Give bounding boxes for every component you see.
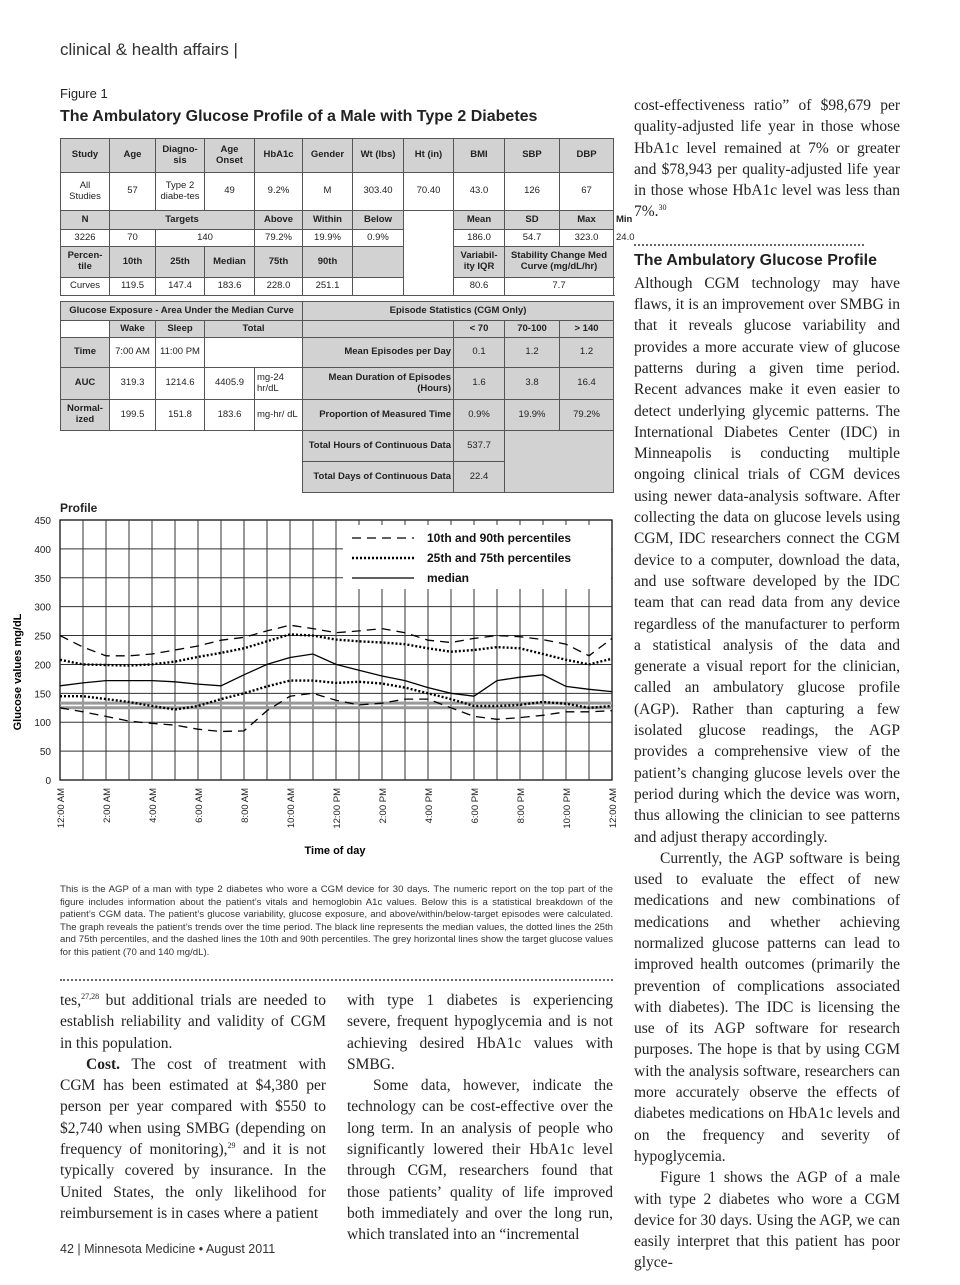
x-tick-label: 4:00 PM	[424, 788, 435, 824]
th-sbp: SBP	[505, 139, 560, 173]
patient-stats-table	[60, 138, 635, 296]
exposure-title: Glucose Exposure - Area Under the Median Curve	[61, 302, 303, 321]
td-per-day-label: Mean Episodes per Day	[303, 338, 454, 368]
th-gt140: > 140	[560, 321, 614, 338]
td-curves-label: Curves	[61, 278, 110, 296]
td-gender: M	[303, 173, 353, 211]
td-max: 323.0	[560, 230, 614, 247]
td-proportion-lt70: 0.9%	[454, 400, 505, 431]
td-sbp: 126	[505, 173, 560, 211]
td-auc-total: 4405.9	[205, 368, 255, 400]
exposure-header-row	[61, 321, 614, 338]
th-n: N	[61, 211, 110, 230]
td-within: 19.9%	[303, 230, 353, 247]
mid-paragraph-1: with type 1 diabetes is experiencing severe, frequent hypoglycemia and is not achieving desired HbA1c values with SMBG.	[347, 992, 613, 1073]
td-norm-sleep: 151.8	[156, 400, 205, 431]
th-total: Total	[205, 321, 303, 338]
th-variability: Variabil-ity IQR	[454, 247, 505, 278]
x-tick-label: 8:00 PM	[516, 788, 527, 824]
td-curves-p25: 147.4	[156, 278, 205, 296]
td-above: 79.2%	[255, 230, 303, 247]
td-auc-unit: mg-24 hr/dL	[255, 368, 303, 400]
right-paragraph-3: Currently, the AGP software is being used to evaluate the effect of new medications and new combinations of medications and whether achieving normalized glucose patterns can lead to improved health outcomes (primarily the prevention of complications associated with diabetes). The IDC is licensing the use of its AGP software for research purposes. The hope is that by using CGM with the analysis software, researchers can more accurately observe the effects of diabetes medications on HbA1c levels and on the frequency and severity of hypoglycemia.	[634, 849, 900, 1165]
td-age: 57	[110, 173, 156, 211]
y-tick-label: 350	[34, 573, 51, 585]
th-p25: 25th	[156, 247, 205, 278]
td-height: 70.40	[404, 173, 454, 211]
right-p1-text: cost-effectiveness ratio” of $98,679 per quality-adjusted life year in those whose HbA1c level remained at 7% or greater and $78,943 per quality-adjusted life year in those whose HbA1c level was less than 7%.	[634, 97, 900, 221]
th-mean: Mean	[454, 211, 505, 230]
x-tick-label: 12:00 AM	[56, 788, 67, 829]
section-header: clinical & health affairs |	[60, 40, 238, 59]
patient-header-row	[61, 139, 614, 173]
td-dbp: 67	[560, 173, 614, 211]
td-target-low: 70	[110, 230, 156, 247]
td-curves-iqr: 80.6	[454, 278, 505, 296]
caption-divider	[60, 979, 613, 981]
figure-title: The Ambulatory Glucose Profile of a Male with Type 2 Diabetes	[60, 108, 538, 125]
td-hours-blank	[505, 431, 614, 493]
right-paragraph-2: Although CGM technology may have flaws, it is an improvement over SMBG in that it reveals glucose variability and provides a more accurate view of glucose patterns during a given time period. Recent advances make it even easier to detect underlying glycemic patterns. The International Diabetes Center (IDC) in Minneapolis is conducting multiple ongoing clinical trials of CGM devices using newer data-analysis software. After collecting the data on glucose levels using CGM, IDC researchers connect the CGM device to a computer, download the data, and use software developed by the IDC team that can read data from any device regardless of the manufacturer to perform a statistical analysis of the data and generate a visual report for the clinician, called an ambulatory glucose profile (AGP). Rather than capturing a few isolated glucose readings, the AGP provides a comprehensive view of the patient’s changing glucose levels over the period during which the device was worn, thus allowing the clinician to see patterns and adjust therapy accordingly.	[634, 274, 900, 846]
th-median: Median	[205, 247, 255, 278]
th-sleep: Sleep	[156, 321, 205, 338]
exposure-corner	[61, 321, 110, 338]
y-tick-label: 100	[34, 718, 51, 730]
td-sd: 54.7	[505, 230, 560, 247]
legend-label: median	[427, 571, 470, 585]
blank-cell	[404, 211, 454, 296]
mid-paragraph-2: Some data, however, indicate the technology can be cost-effective over the long term. In an analysis of people who significantly lowered their HbA1c level through CGM, researchers found that those patients’ quality of life improved both immediately and over the long run, which translated into an “incremental	[347, 1077, 613, 1244]
td-age-onset: 49	[205, 173, 255, 211]
agp-section-heading: The Ambulatory Glucose Profile	[634, 251, 878, 269]
left-column	[60, 990, 326, 1224]
th-stability: Stability Change Med Curve (mg/dL/hr)	[505, 247, 614, 278]
td-days-value: 22.4	[454, 462, 505, 493]
th-targets: Targets	[110, 211, 255, 230]
left-p1-text-a: tes,	[60, 992, 82, 1009]
left-p2-citation: 29	[227, 1141, 236, 1151]
td-per-day-70-100: 1.2	[505, 338, 560, 368]
td-study: All Studies	[61, 173, 110, 211]
left-p1-citation: 27,28	[81, 992, 100, 1001]
td-proportion-70-100: 19.9%	[505, 400, 560, 431]
td-norm-wake: 199.5	[110, 400, 156, 431]
right-paragraph-1	[634, 95, 900, 223]
figure-caption: This is the AGP of a man with type 2 diabetes who wore a CGM device for 30 days. The numeric report on the top part of the figure includes information about the patient’s vitals and hemoglobin A1c values. Below this is a statistical breakdown of the patient’s CGM data. The patient’s glucose variability, glucose exposure, and above/within/below-target episodes were calculated. The graph reveals the patient’s trends over the time period. The black line represents the median values, the dotted lines the 25th and 75th percentiles, and the dashed lines the 10th and 90th percentiles. The grey horizontal lines show the target glucose values for this patient (70 and 140 mg/dL).	[60, 884, 613, 958]
th-diagnosis: Diagno-sis	[156, 139, 205, 173]
th-p75: 75th	[255, 247, 303, 278]
td-n: 3226	[61, 230, 110, 247]
curves-row	[61, 278, 614, 296]
right-p1-citation: 30	[658, 203, 667, 213]
th-gender: Gender	[303, 139, 353, 173]
td-per-day-gt140: 1.2	[560, 338, 614, 368]
td-duration-lt70: 1.6	[454, 368, 505, 400]
x-tick-label: 10:00 AM	[286, 788, 297, 829]
x-tick-label: 6:00 PM	[470, 788, 481, 824]
th-dbp: DBP	[560, 139, 614, 173]
td-time-blank	[205, 338, 303, 368]
y-axis-label: Glucose values mg/dL	[12, 613, 24, 731]
th-70-100: 70-100	[505, 321, 560, 338]
exposure-episodes-table	[60, 301, 614, 493]
td-proportion-gt140: 79.2%	[560, 400, 614, 431]
td-hours-value: 537.7	[454, 431, 505, 462]
th-bmi: BMI	[454, 139, 505, 173]
td-time-wake: 7:00 AM	[110, 338, 156, 368]
episodes-corner	[303, 321, 454, 338]
agp-chart	[0, 510, 620, 860]
x-tick-label: 12:00 AM	[608, 788, 619, 829]
td-weight: 303.40	[353, 173, 404, 211]
td-norm-total: 183.6	[205, 400, 255, 431]
legend-label: 25th and 75th percentiles	[427, 551, 572, 565]
th-hba1c: HbA1c	[255, 139, 303, 173]
th-study: Study	[61, 139, 110, 173]
td-diagnosis: Type 2 diabe-tes	[156, 173, 205, 211]
td-norm-label: Normal-ized	[61, 400, 110, 431]
td-mean: 186.0	[454, 230, 505, 247]
td-per-day-lt70: 0.1	[454, 338, 505, 368]
td-auc-sleep: 1214.6	[156, 368, 205, 400]
auc-row	[61, 368, 614, 400]
right-column	[634, 95, 900, 1274]
th-age-onset: Age Onset	[205, 139, 255, 173]
middle-column	[347, 990, 613, 1246]
normalized-row	[61, 400, 614, 431]
td-target-high: 140	[156, 230, 255, 247]
x-axis-label: Time of day	[304, 845, 366, 857]
th-lt70: < 70	[454, 321, 505, 338]
y-tick-label: 0	[45, 776, 51, 787]
th-weight: Wt (lbs)	[353, 139, 404, 173]
th-within: Within	[303, 211, 353, 230]
td-curves-p90: 251.1	[303, 278, 353, 296]
legend-label: 10th and 90th percentiles	[427, 531, 572, 545]
section-title-row	[61, 302, 614, 321]
td-hba1c: 9.2%	[255, 173, 303, 211]
td-curves-p10: 119.5	[110, 278, 156, 296]
y-tick-label: 50	[39, 747, 51, 759]
td-proportion-label: Proportion of Measured Time	[303, 400, 454, 431]
right-divider	[634, 244, 864, 246]
stats-header-row: N Targets Above Within Below Mean SD Max Min	[61, 211, 614, 230]
th-above: Above	[255, 211, 303, 230]
y-tick-label: 400	[34, 544, 51, 556]
td-norm-unit: mg-hr/ dL	[255, 400, 303, 431]
left-p2-text-b: and it is not typically covered by insurance. In the United States, the only likelihood for reimbursement is in cases where a patient	[60, 1141, 326, 1222]
td-curves-blank	[353, 278, 404, 296]
left-p2-text-a: The cost of treatment with CGM has been estimated at $4,380 per person per year compared with $550 to $2,740 when using SMBG (depending on frequency of monitoring),	[60, 1055, 326, 1159]
th-p90: 90th	[303, 247, 353, 278]
th-sd: SD	[505, 211, 560, 230]
td-duration-gt140: 16.4	[560, 368, 614, 400]
td-days-label: Total Days of Continuous Data	[303, 462, 454, 493]
td-time-label: Time	[61, 338, 110, 368]
figure-label: Figure 1	[60, 86, 108, 101]
stats-values-row: 3226 70 140 79.2% 19.9% 0.9% 186.0 54.7 323.0 24.0	[61, 230, 614, 247]
td-curves-median: 183.6	[205, 278, 255, 296]
th-below: Below	[353, 211, 404, 230]
th-age: Age	[110, 139, 156, 173]
page-footer: 42 | Minnesota Medicine • August 2011	[60, 1242, 276, 1256]
td-time-sleep: 11:00 PM	[156, 338, 205, 368]
y-tick-label: 250	[34, 631, 51, 643]
time-row	[61, 338, 614, 368]
y-tick-labels	[34, 516, 51, 787]
td-duration-label: Mean Duration of Episodes (Hours)	[303, 368, 454, 400]
profile-label: Profile	[60, 501, 98, 515]
td-hours-label: Total Hours of Continuous Data	[303, 431, 454, 462]
x-tick-label: 8:00 AM	[240, 788, 251, 823]
cost-run-in: Cost.	[86, 1055, 121, 1073]
td-bmi: 43.0	[454, 173, 505, 211]
td-auc-label: AUC	[61, 368, 110, 400]
y-tick-label: 300	[34, 602, 51, 614]
x-tick-label: 12:00 PM	[332, 788, 343, 829]
y-tick-label: 200	[34, 660, 51, 672]
th-p10: 10th	[110, 247, 156, 278]
td-duration-70-100: 3.8	[505, 368, 560, 400]
blank-area	[61, 431, 303, 493]
left-paragraph-1	[60, 990, 326, 1054]
th-percentile: Percen-tile	[61, 247, 110, 278]
td-curves-p75: 228.0	[255, 278, 303, 296]
x-tick-labels	[56, 788, 619, 829]
x-tick-label: 2:00 PM	[378, 788, 389, 824]
left-p1-text-b: but additional trials are needed to establish reliability and validity of CGM in this population.	[60, 992, 326, 1052]
x-tick-label: 10:00 PM	[562, 788, 573, 829]
th-blank	[353, 247, 404, 278]
x-tick-label: 4:00 AM	[148, 788, 159, 823]
right-paragraph-4: Figure 1 shows the AGP of a male with type 2 diabetes who wore a CGM device for 30 days. Using the AGP, we can easily interpret that this patient has poor glyce-	[634, 1169, 900, 1272]
td-curves-stability: 7.7	[505, 278, 614, 296]
th-wake: Wake	[110, 321, 156, 338]
y-tick-label: 150	[34, 689, 51, 701]
td-below: 0.9%	[353, 230, 404, 247]
percentile-header-row	[61, 247, 614, 278]
y-tick-label: 450	[34, 516, 51, 527]
patient-values-row	[61, 173, 614, 211]
left-paragraph-2	[60, 1054, 326, 1224]
chart-legend	[343, 525, 611, 589]
th-max: Max	[560, 211, 614, 230]
th-height: Ht (in)	[404, 139, 454, 173]
x-tick-label: 6:00 AM	[194, 788, 205, 823]
td-auc-wake: 319.3	[110, 368, 156, 400]
hours-row	[61, 431, 614, 462]
episodes-title: Episode Statistics (CGM Only)	[303, 302, 614, 321]
x-tick-label: 2:00 AM	[102, 788, 113, 823]
